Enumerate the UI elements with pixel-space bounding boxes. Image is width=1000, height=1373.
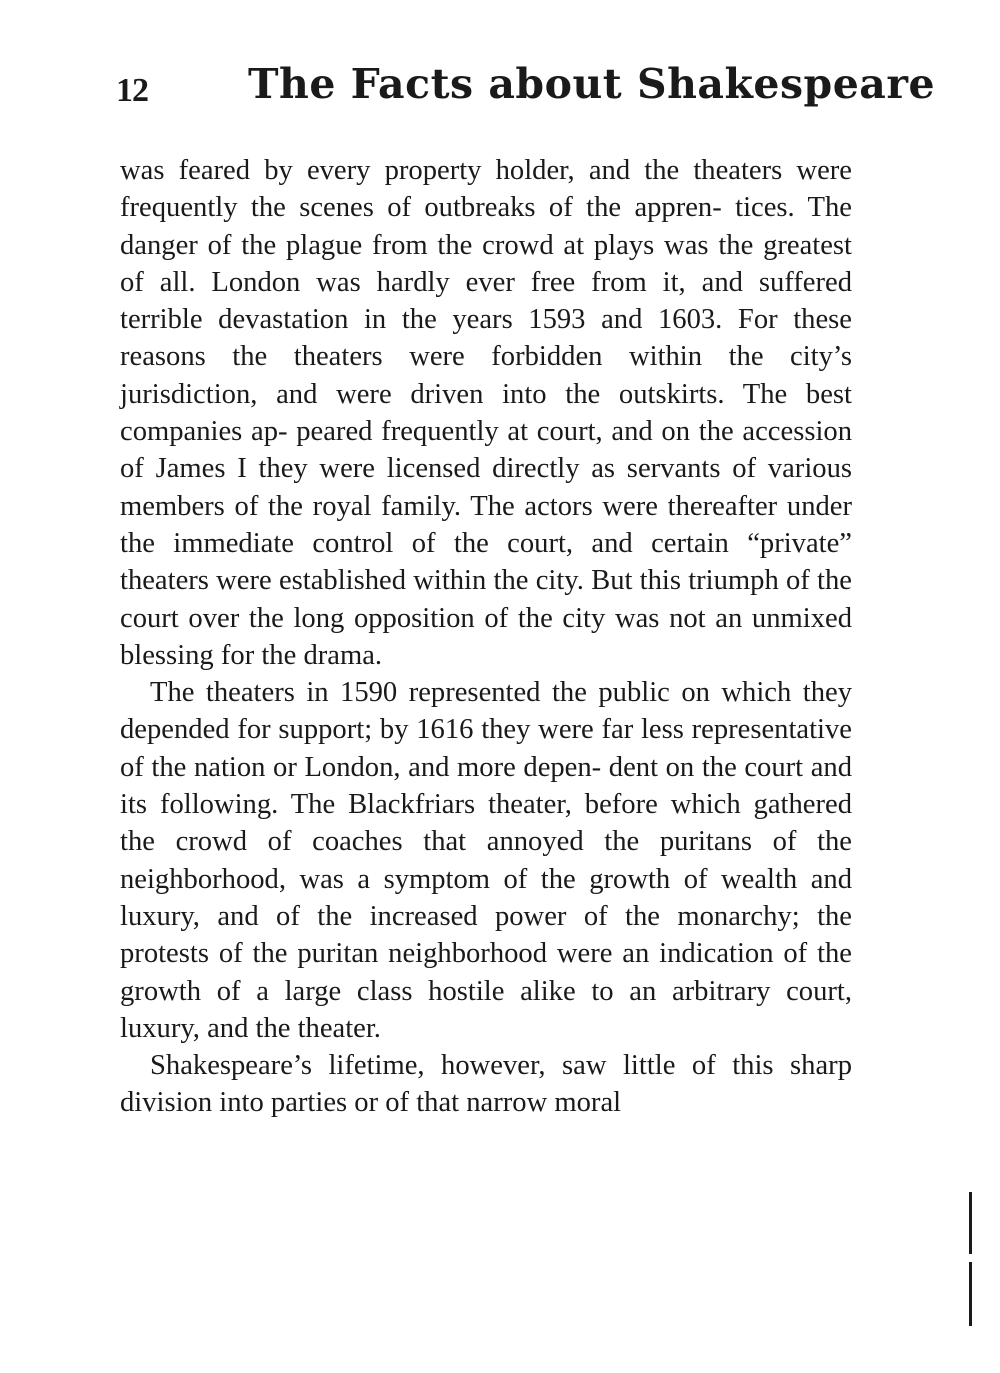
page-number: 12 [116, 72, 148, 109]
paragraph-2: The theaters in 1590 represented the public on which they depended for support; by 1616 they were far less representative of the nation or London, and more depen- dent on the court and its following. The Blackfriars theater, before which gathered the crowd of coaches that annoyed the puritans of the neighborhood, was a symptom of the growth of wealth and luxury, and of the increased power of the monarchy; the protests of the puritan neighborhood were an indication of the growth of a large class hostile alike to an arbitrary court, luxury, and the theater. [120, 677, 852, 1044]
running-title: The Facts about Shakespeare [248, 60, 936, 108]
scan-edge-mark [969, 1262, 972, 1326]
paragraph-3: Shakespeare’s lifetime, however, saw little of this sharp division into parties or of that narrow moral [120, 1050, 852, 1119]
scan-edge-mark [969, 1192, 972, 1254]
paragraph-1: was feared by every property holder, and the theaters were frequently the scenes of outbreaks of the appren- tices. The danger of the plague from the crowd at plays was the greatest of all. London was hardly ever free from it, and suffered terrible devastation in the years 1593 and 1603. For these reasons the theaters were forbidden within the city’s jurisdiction, and were driven into the outskirts. The best companies ap- peared frequently at court, and on the accession of James I they were licensed directly as servants of various members of the royal family. The actors were thereafter under the immediate control of the court, and certain “private” theaters were established within the city. But this triumph of the court over the long opposition of the city was not an unmixed blessing for the drama. [120, 155, 852, 671]
body-text [120, 152, 852, 1122]
